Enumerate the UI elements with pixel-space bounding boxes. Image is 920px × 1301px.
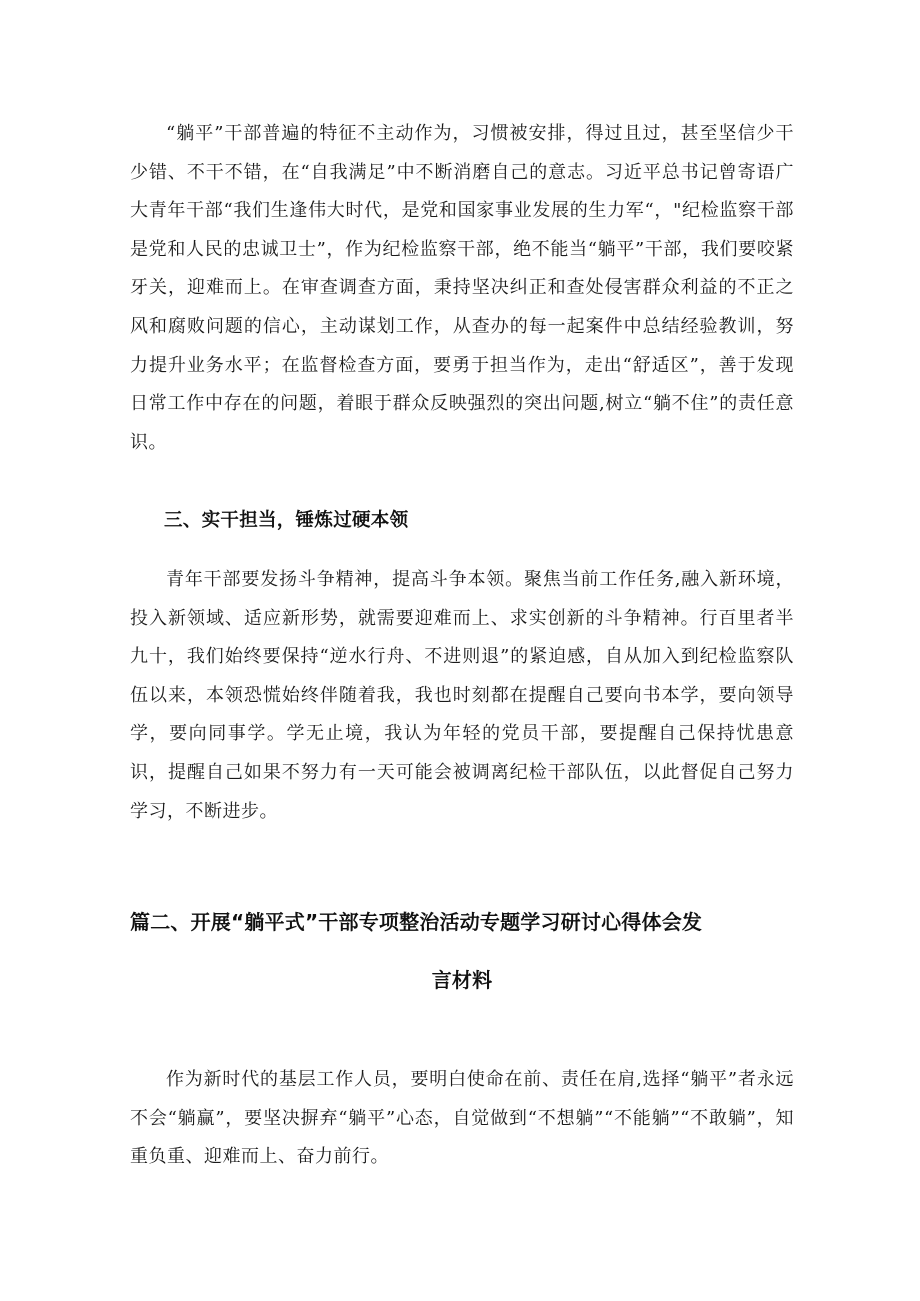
body-paragraph-1: “躺平”干部普遍的特征不主动作为，习惯被安排，得过且过，甚至坚信少干少错、不干不错，在“自我满足”中不断消磨自己的意志。习近平总书记曾寄语广大青年干部“我们生逢伟大时代，是党和国家事业发展的生力军“，"纪检监察干部是党和人民的忠诚卫士”，作为纪检监察干部，绝不能当“躺平”干部，我们要咬紧牙关，迎难而上。在审查调查方面，秉持坚决纠正和查处侵害群众利益的不正之风和腐败问题的信心，主动谋划工作，从查办的每一起案件中总结经验教训，努力提升业务水平；在监督检查方面，要勇于担当作为，走出“舒适区”，善于发现日常工作中存在的问题，着眼于群众反映强烈的突出问题,树立“躺不住”的责任意识。 [130,123,794,453]
article-title [130,893,794,1009]
body-paragraph-2: 青年干部要发扬斗争精神，提高斗争本领。聚焦当前工作任务,融入新环境，投入新领域、适应新形势，就需要迎难而上、求实创新的斗争精神。行百里者半九十，我们始终要保持“逆水行舟、不进则退”的紧迫感，自从加入到纪检监察队伍以来，本领恐慌始终伴随着我，我也时刻都在提醒自己要向书本学，要向领导学，要向同事学。学无止境，我认为年轻的党员干部，要提醒自己保持忧患意识，提醒自己如果不努力有一天可能会被调离纪检干部队伍，以此督促自己努力学习，不断进步。 [130,569,794,822]
body-paragraph-3: 作为新时代的基层工作人员，要明白使命在前、责任在肩,选择“躺平”者永远不会“躺赢”，要坚决摒弃“躺平”心态，自觉做到“不想躺”“不能躺”“不敢躺”，知重负重、迎难而上、奋力前行。 [130,1069,794,1168]
article-title-line-1: 篇二、开展“躺平式”干部专项整治活动专题学习研讨心得体会发 [130,910,703,934]
article-title-line-2: 言材料 [431,968,493,992]
section-heading: 三、实干担当，锤炼过硬本领 [164,510,409,531]
